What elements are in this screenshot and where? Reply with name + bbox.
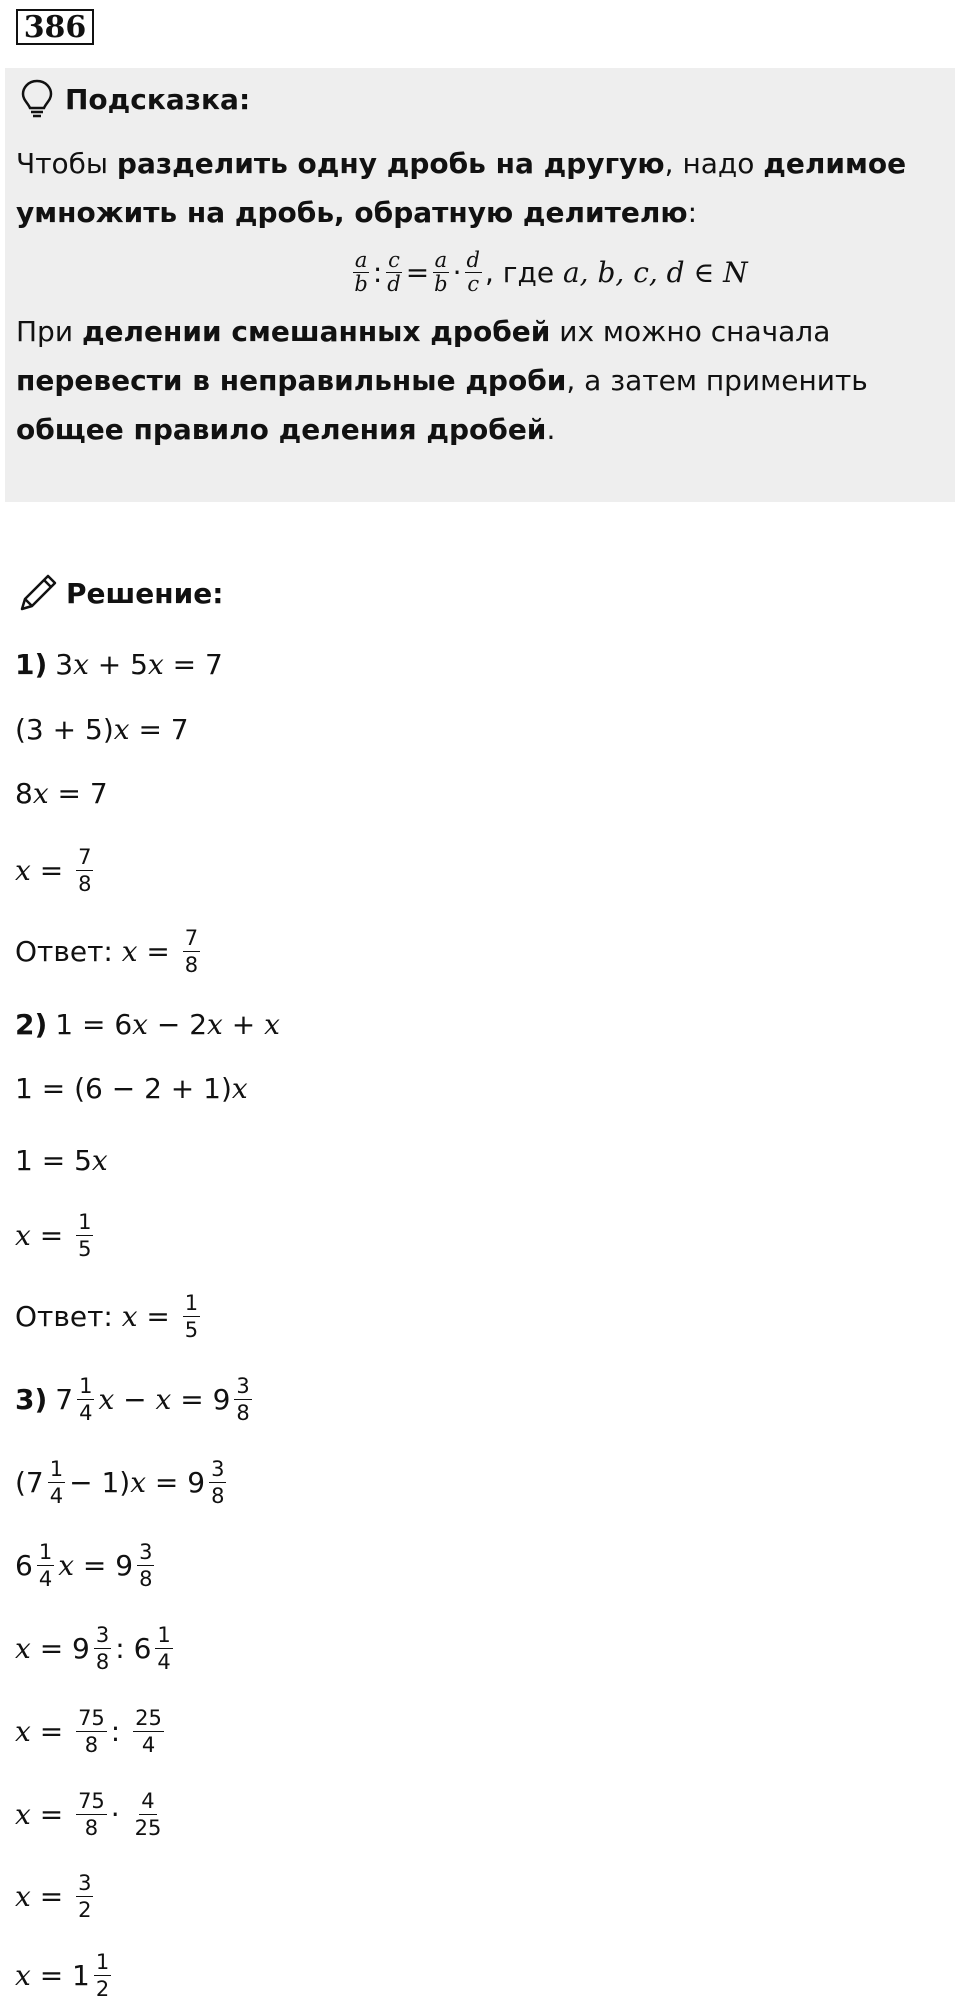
step-1-4: x = $\frac{7}{8}$ [15, 844, 92, 896]
hint-paragraph-2: При делении смешанных дробей их можно сначала перевести в неправильные дроби, а затем применить общее правило деления дробей. [16, 315, 868, 446]
answer-2: Ответ: x = $\frac{1}{5}$ [15, 1290, 199, 1342]
division-formula: $\frac{a}{b}$ : $\frac{c}{d}$ = $\frac{a}{b}$ · $\frac{d}{c}$ , где a, b, c, d ∈ N [354, 247, 748, 296]
step-3-3: 6 $\frac{1}{4}$ x = 9 $\frac{3}{8}$ [15, 1539, 153, 1591]
step-3-8: x = 1 $\frac{1}{2}$ [15, 1949, 110, 2001]
problem-number: 386 [16, 9, 94, 45]
step-3-4: x = 9 $\frac{3}{8}$ : 6 $\frac{1}{4}$ [15, 1622, 171, 1674]
answer-1: Ответ: x = $\frac{7}{8}$ [15, 925, 199, 977]
pencil-icon [16, 571, 60, 615]
step-3-6: x = $\frac{75}{8}$ · $\frac{4}{25}$ [15, 1788, 162, 1840]
solution-title: Решение: [66, 576, 224, 610]
hint-box [5, 68, 955, 502]
step-3-5: x = $\frac{75}{8}$ : $\frac{25}{4}$ [15, 1705, 162, 1757]
step-1-1: 1) 3x + 5x = 7 [15, 647, 223, 681]
step-1-3: 8x = 7 [15, 776, 108, 810]
step-1-2: (3 + 5)x = 7 [15, 712, 189, 746]
hint-text [16, 139, 941, 454]
hint-paragraph-1: Чтобы разделить одну дробь на другую, надо делимое умножить на дробь, обратную делителю: [16, 147, 907, 229]
hint-title: Подсказка: [65, 82, 251, 116]
step-3-7: x = $\frac{3}{2}$ [15, 1870, 92, 1922]
lightbulb-icon [19, 78, 55, 120]
solution-heading [16, 571, 223, 615]
hint-heading [19, 78, 250, 120]
step-2-3: 1 = 5x [15, 1143, 108, 1177]
step-3-2: (7 $\frac{1}{4}$ − 1) x = 9 $\frac{3}{8}$ [15, 1456, 225, 1508]
step-2-1: 2) 1 = 6x − 2x + x [15, 1007, 280, 1041]
step-2-4: x = $\frac{1}{5}$ [15, 1209, 92, 1261]
step-3-1: 3) 7 $\frac{1}{4}$ x − x = 9 $\frac{3}{8}$ [15, 1373, 250, 1425]
step-2-2: 1 = (6 − 2 + 1)x [15, 1071, 248, 1105]
